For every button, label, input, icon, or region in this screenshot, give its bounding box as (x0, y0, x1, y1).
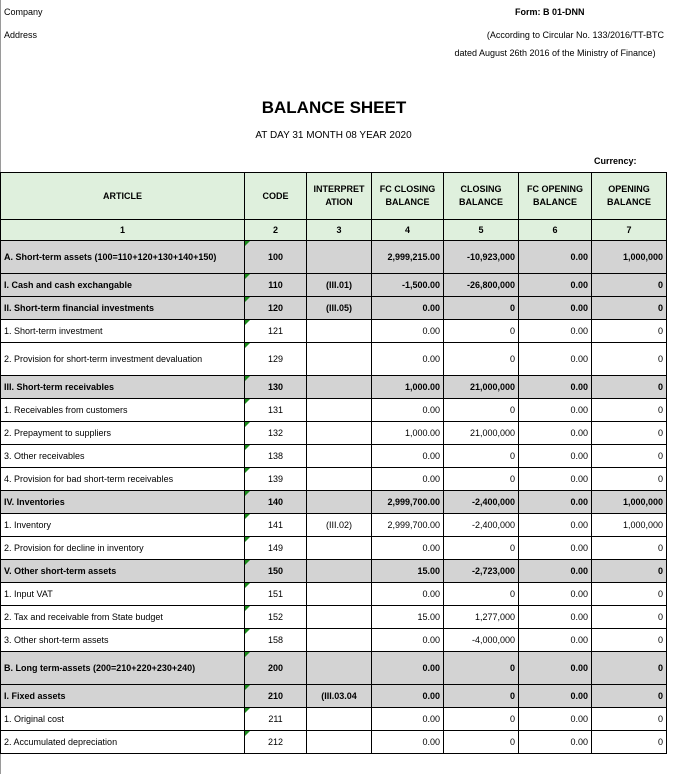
opening-cell[interactable]: 0 (592, 422, 667, 445)
fc-opening-cell[interactable]: 0.00 (519, 376, 592, 399)
fc-opening-cell[interactable]: 0.00 (519, 606, 592, 629)
closing-cell[interactable]: 0 (444, 343, 519, 376)
fc-opening-cell[interactable]: 0.00 (519, 343, 592, 376)
closing-cell[interactable]: 0 (444, 297, 519, 320)
table-row (1, 606, 667, 629)
interpretation-cell[interactable] (307, 652, 372, 685)
interpretation-cell[interactable]: (III.01) (307, 274, 372, 297)
closing-cell[interactable]: -26,800,000 (444, 274, 519, 297)
col-num-1[interactable]: 1 (1, 220, 245, 241)
interpretation-cell[interactable] (307, 241, 372, 274)
fc-closing-cell[interactable]: 2,999,215.00 (372, 241, 444, 274)
interpretation-cell[interactable]: (III.03.04 (307, 685, 372, 708)
col-num-4[interactable]: 4 (372, 220, 444, 241)
fc-closing-cell[interactable]: 0.00 (372, 320, 444, 343)
col-fc-closing[interactable]: FC CLOSING BALANCE (372, 173, 444, 220)
interpretation-cell[interactable] (307, 731, 372, 754)
subtotal-row (1, 241, 667, 274)
article-cell[interactable]: 2. Accumulated depreciation (1, 731, 245, 754)
code-cell[interactable]: 149 (245, 537, 307, 560)
fc-closing-cell[interactable]: 0.00 (372, 629, 444, 652)
code-cell[interactable]: 121 (245, 320, 307, 343)
table-row (1, 343, 667, 376)
interpretation-cell[interactable] (307, 708, 372, 731)
fc-opening-cell[interactable]: 0.00 (519, 560, 592, 583)
subtotal-row (1, 376, 667, 399)
closing-cell[interactable]: 0 (444, 445, 519, 468)
fc-closing-cell[interactable]: 1,000.00 (372, 422, 444, 445)
opening-cell[interactable]: 0 (592, 606, 667, 629)
fc-opening-cell[interactable]: 0.00 (519, 708, 592, 731)
interpretation-cell[interactable] (307, 343, 372, 376)
code-cell[interactable]: 152 (245, 606, 307, 629)
subtotal-row (1, 297, 667, 320)
fc-opening-cell[interactable]: 0.00 (519, 537, 592, 560)
article-cell[interactable]: IV. Inventories (1, 491, 245, 514)
col-code[interactable]: CODE (245, 173, 307, 220)
fc-closing-cell[interactable]: 15.00 (372, 606, 444, 629)
closing-cell[interactable]: -10,923,000 (444, 241, 519, 274)
subtotal-row (1, 560, 667, 583)
table-row (1, 422, 667, 445)
table-row (1, 583, 667, 606)
interpretation-cell[interactable] (307, 629, 372, 652)
fc-closing-cell[interactable]: 0.00 (372, 445, 444, 468)
fc-opening-cell[interactable]: 0.00 (519, 422, 592, 445)
fc-opening-cell[interactable]: 0.00 (519, 274, 592, 297)
closing-cell[interactable]: 0 (444, 399, 519, 422)
code-cell[interactable]: 210 (245, 685, 307, 708)
subtotal-row (1, 274, 667, 297)
fc-closing-cell[interactable]: 1,000.00 (372, 376, 444, 399)
form-label: Form: B 01-DNN (515, 7, 585, 17)
code-cell[interactable]: 130 (245, 376, 307, 399)
interpretation-cell[interactable] (307, 583, 372, 606)
article-cell[interactable]: 3. Other short-term assets (1, 629, 245, 652)
article-cell[interactable]: 2. Tax and receivable from State budget (1, 606, 245, 629)
company-label: Company (4, 7, 43, 17)
opening-cell[interactable]: 0 (592, 560, 667, 583)
closing-cell[interactable]: 21,000,000 (444, 422, 519, 445)
code-cell[interactable]: 129 (245, 343, 307, 376)
interpretation-cell[interactable] (307, 468, 372, 491)
article-cell[interactable]: 1. Receivables from customers (1, 399, 245, 422)
fc-opening-cell[interactable]: 0.00 (519, 685, 592, 708)
interpretation-cell[interactable] (307, 445, 372, 468)
code-cell[interactable]: 131 (245, 399, 307, 422)
opening-cell[interactable]: 0 (592, 320, 667, 343)
fc-closing-cell[interactable]: 0.00 (372, 583, 444, 606)
code-cell[interactable]: 120 (245, 297, 307, 320)
closing-cell[interactable]: 21,000,000 (444, 376, 519, 399)
article-cell[interactable]: I. Fixed assets (1, 685, 245, 708)
opening-cell[interactable]: 0 (592, 685, 667, 708)
subtotal-row (1, 652, 667, 685)
fc-closing-cell[interactable]: 0.00 (372, 731, 444, 754)
opening-cell[interactable]: 0 (592, 731, 667, 754)
closing-cell[interactable]: 0 (444, 652, 519, 685)
fc-closing-cell[interactable]: 0.00 (372, 537, 444, 560)
address-label: Address (4, 30, 38, 40)
fc-closing-cell[interactable]: 0.00 (372, 708, 444, 731)
article-cell[interactable]: B. Long term-assets (200=210+220+230+240) (1, 652, 245, 685)
article-cell[interactable]: A. Short-term assets (100=110+120+130+140+150) (1, 241, 245, 274)
code-cell[interactable]: 140 (245, 491, 307, 514)
code-cell[interactable]: 158 (245, 629, 307, 652)
table-row (1, 731, 667, 754)
article-cell[interactable]: 1. Original cost (1, 708, 245, 731)
article-cell[interactable]: 1. Input VAT (1, 583, 245, 606)
col-num-2[interactable]: 2 (245, 220, 307, 241)
report-date: AT DAY 31 MONTH 08 YEAR 2020 (255, 130, 412, 141)
closing-cell[interactable]: 0 (444, 468, 519, 491)
interpretation-cell[interactable] (307, 376, 372, 399)
table-row (1, 708, 667, 731)
article-cell[interactable]: V. Other short-term assets (1, 560, 245, 583)
opening-cell[interactable]: 0 (592, 708, 667, 731)
opening-cell[interactable]: 1,000,000 (592, 514, 667, 537)
closing-cell[interactable]: -4,000,000 (444, 629, 519, 652)
opening-cell[interactable]: 0 (592, 652, 667, 685)
page-title: BALANCE SHEET (261, 98, 407, 117)
interpretation-cell[interactable]: (III.02) (307, 514, 372, 537)
col-num-3[interactable]: 3 (307, 220, 372, 241)
interpretation-cell[interactable] (307, 560, 372, 583)
article-cell[interactable]: 3. Other receivables (1, 445, 245, 468)
col-num-7[interactable]: 7 (592, 220, 667, 241)
fc-opening-cell[interactable]: 0.00 (519, 652, 592, 685)
col-interpretation[interactable]: INTERPRET ATION (307, 173, 372, 220)
article-cell[interactable]: 1. Inventory (1, 514, 245, 537)
col-article[interactable]: ARTICLE (1, 173, 245, 220)
article-cell[interactable]: 4. Provision for bad short-term receivables (1, 468, 245, 491)
article-cell[interactable]: III. Short-term receivables (1, 376, 245, 399)
article-cell[interactable]: II. Short-term financial investments (1, 297, 245, 320)
fc-closing-cell[interactable]: 0.00 (372, 343, 444, 376)
article-cell[interactable]: I. Cash and cash exchangable (1, 274, 245, 297)
code-cell[interactable]: 150 (245, 560, 307, 583)
opening-cell[interactable]: 1,000,000 (592, 241, 667, 274)
balance-sheet-table (0, 172, 667, 754)
interpretation-cell[interactable]: (III.05) (307, 297, 372, 320)
opening-cell[interactable]: 0 (592, 445, 667, 468)
closing-cell[interactable]: 0 (444, 537, 519, 560)
interpretation-cell[interactable] (307, 320, 372, 343)
fc-opening-cell[interactable]: 0.00 (519, 468, 592, 491)
opening-cell[interactable]: 0 (592, 629, 667, 652)
fc-closing-cell[interactable]: 0.00 (372, 297, 444, 320)
fc-opening-cell[interactable]: 0.00 (519, 320, 592, 343)
fc-closing-cell[interactable]: 0.00 (372, 399, 444, 422)
closing-cell[interactable]: -2,400,000 (444, 491, 519, 514)
opening-cell[interactable]: 0 (592, 537, 667, 560)
opening-cell[interactable]: 0 (592, 297, 667, 320)
fc-opening-cell[interactable]: 0.00 (519, 514, 592, 537)
table-row (1, 445, 667, 468)
code-cell[interactable]: 132 (245, 422, 307, 445)
fc-closing-cell[interactable]: 0.00 (372, 652, 444, 685)
closing-cell[interactable]: 0 (444, 731, 519, 754)
code-cell[interactable]: 212 (245, 731, 307, 754)
table-row (1, 468, 667, 491)
circular-line-1: (According to Circular No. 133/2016/TT-BTC (486, 30, 664, 40)
column-header-row (1, 173, 667, 220)
code-cell[interactable]: 110 (245, 274, 307, 297)
interpretation-cell[interactable] (307, 422, 372, 445)
fc-opening-cell[interactable]: 0.00 (519, 241, 592, 274)
fc-closing-cell[interactable]: 2,999,700.00 (372, 491, 444, 514)
fc-opening-cell[interactable]: 0.00 (519, 731, 592, 754)
fc-closing-cell[interactable]: 0.00 (372, 468, 444, 491)
fc-opening-cell[interactable]: 0.00 (519, 629, 592, 652)
opening-cell[interactable]: 1,000,000 (592, 491, 667, 514)
closing-cell[interactable]: 0 (444, 583, 519, 606)
circular-line-2: dated August 26th 2016 of the Ministry of Finance) (454, 48, 656, 58)
interpretation-cell[interactable] (307, 491, 372, 514)
fc-opening-cell[interactable]: 0.00 (519, 297, 592, 320)
opening-cell[interactable]: 0 (592, 343, 667, 376)
closing-cell[interactable]: -2,723,000 (444, 560, 519, 583)
article-cell[interactable]: 2. Provision for decline in inventory (1, 537, 245, 560)
col-closing[interactable]: CLOSING BALANCE (444, 173, 519, 220)
interpretation-cell[interactable] (307, 399, 372, 422)
table-row (1, 320, 667, 343)
col-num-6[interactable]: 6 (519, 220, 592, 241)
col-fc-opening[interactable]: FC OPENING BALANCE (519, 173, 592, 220)
table-row (1, 629, 667, 652)
fc-opening-cell[interactable]: 0.00 (519, 399, 592, 422)
closing-cell[interactable]: 0 (444, 685, 519, 708)
code-cell[interactable]: 138 (245, 445, 307, 468)
closing-cell[interactable]: 0 (444, 708, 519, 731)
table-row (1, 537, 667, 560)
fc-closing-cell[interactable]: 15.00 (372, 560, 444, 583)
fc-closing-cell[interactable]: -1,500.00 (372, 274, 444, 297)
subtotal-row (1, 685, 667, 708)
code-cell[interactable]: 139 (245, 468, 307, 491)
opening-cell[interactable]: 0 (592, 274, 667, 297)
code-cell[interactable]: 200 (245, 652, 307, 685)
fc-closing-cell[interactable]: 0.00 (372, 685, 444, 708)
opening-cell[interactable]: 0 (592, 376, 667, 399)
table-row (1, 514, 667, 537)
fc-opening-cell[interactable]: 0.00 (519, 491, 592, 514)
interpretation-cell[interactable] (307, 537, 372, 560)
closing-cell[interactable]: 0 (444, 320, 519, 343)
fc-opening-cell[interactable]: 0.00 (519, 445, 592, 468)
code-cell[interactable]: 141 (245, 514, 307, 537)
table-row (1, 399, 667, 422)
col-num-5[interactable]: 5 (444, 220, 519, 241)
subtotal-row (1, 491, 667, 514)
column-number-row (1, 220, 667, 241)
col-opening[interactable]: OPENING BALANCE (592, 173, 667, 220)
opening-cell[interactable]: 0 (592, 583, 667, 606)
opening-cell[interactable]: 0 (592, 399, 667, 422)
code-cell[interactable]: 211 (245, 708, 307, 731)
closing-cell[interactable]: -2,400,000 (444, 514, 519, 537)
fc-opening-cell[interactable]: 0.00 (519, 583, 592, 606)
interpretation-cell[interactable] (307, 606, 372, 629)
fc-closing-cell[interactable]: 2,999,700.00 (372, 514, 444, 537)
code-cell[interactable]: 100 (245, 241, 307, 274)
article-cell[interactable]: 2. Provision for short-term investment devaluation (1, 343, 245, 376)
article-cell[interactable]: 1. Short-term investment (1, 320, 245, 343)
article-cell[interactable]: 2. Prepayment to suppliers (1, 422, 245, 445)
closing-cell[interactable]: 1,277,000 (444, 606, 519, 629)
currency-label: Currency: (594, 156, 637, 166)
opening-cell[interactable]: 0 (592, 468, 667, 491)
code-cell[interactable]: 151 (245, 583, 307, 606)
